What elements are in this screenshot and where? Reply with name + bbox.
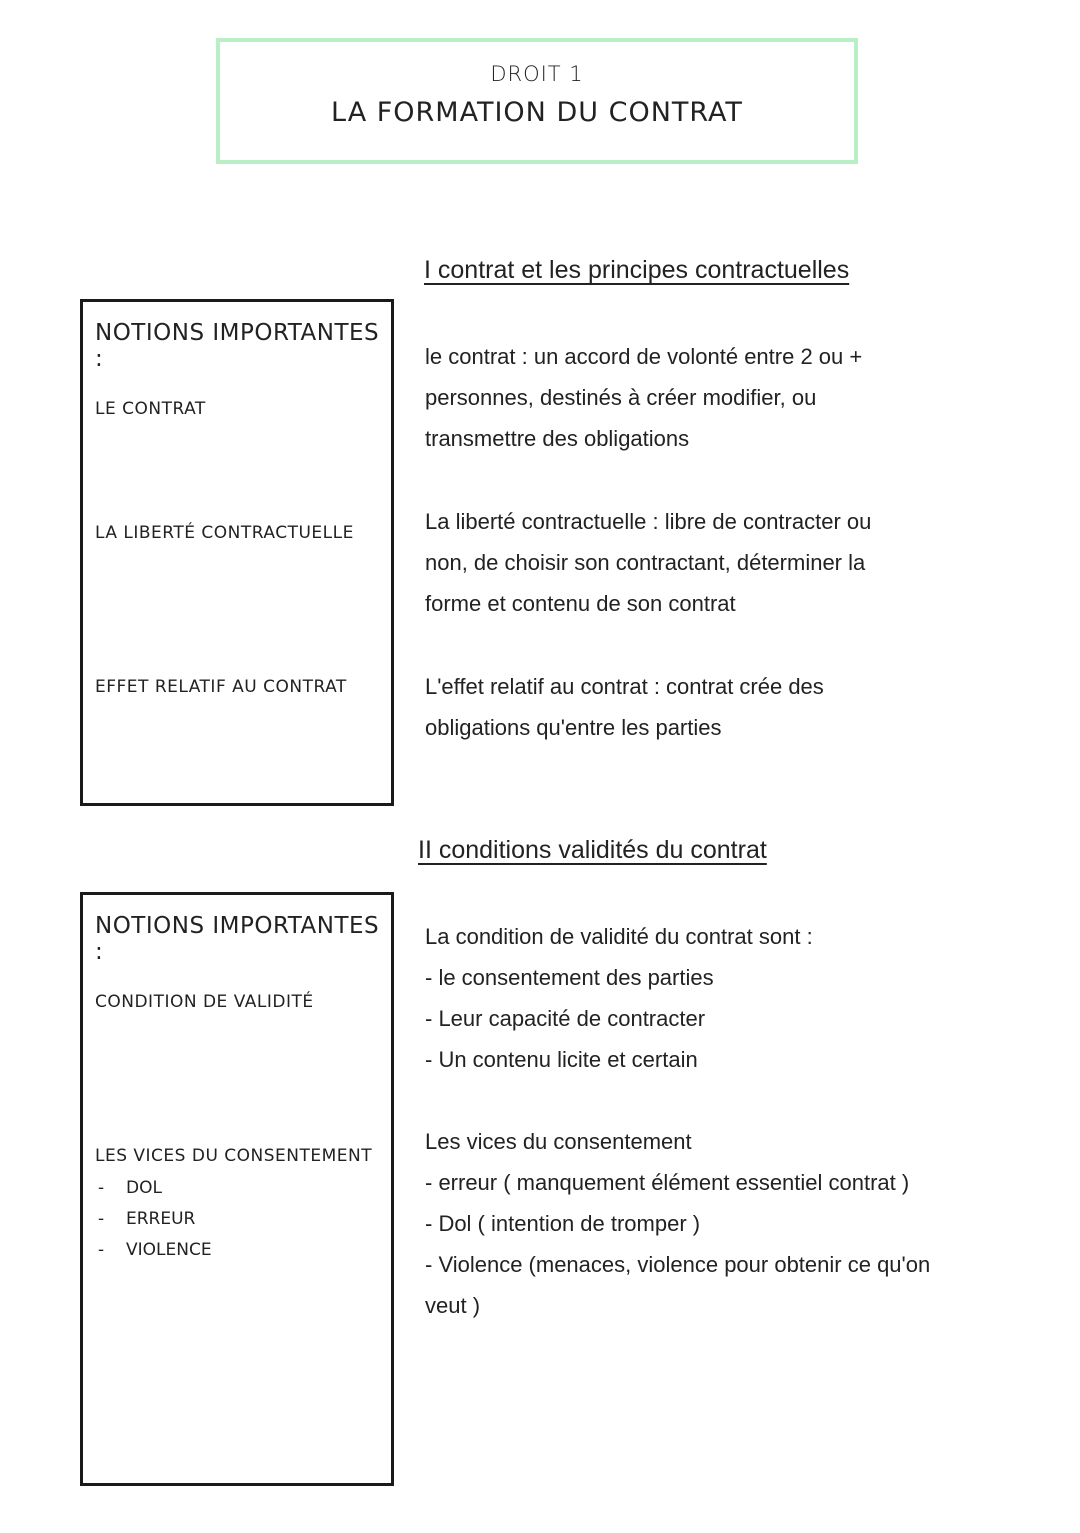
- page-title: LA FORMATION DU CONTRAT: [331, 97, 743, 128]
- notions-title: NOTIONS IMPORTANTES :: [95, 913, 380, 965]
- paragraph-vices: [425, 1121, 1010, 1326]
- section-1-heading: I contrat et les principes contractuelles: [424, 256, 850, 284]
- text-line: transmettre des obligations: [425, 426, 690, 451]
- text-line: veut ): [425, 1293, 481, 1318]
- text-line: forme et contenu de son contrat: [425, 591, 736, 616]
- notions-title: NOTIONS IMPORTANTES :: [95, 320, 380, 372]
- text-line: - erreur ( manquement élément essentiel contrat ): [425, 1170, 910, 1195]
- text-line: - Un contenu licite et certain: [425, 1047, 698, 1072]
- notion-term-vices-consentement: LES VICES DU CONSENTEMENT: [95, 1146, 373, 1166]
- paragraph-conditions: [425, 916, 1010, 1080]
- paragraph-contrat: [425, 336, 1010, 459]
- notion-term-effet-relatif: EFFET RELATIF AU CONTRAT: [95, 677, 347, 697]
- subject-label: DROIT 1: [490, 62, 584, 86]
- vices-list: [95, 1173, 212, 1266]
- text-line: non, de choisir son contractant, déterminer la: [425, 550, 866, 575]
- text-line: - Dol ( intention de tromper ): [425, 1211, 701, 1236]
- notion-term-liberte: LA LIBERTÉ CONTRACTUELLE: [95, 523, 354, 543]
- section-2-heading: II conditions validités du contrat: [418, 836, 767, 864]
- notions-box-section-1: [80, 299, 394, 806]
- text-line: obligations qu'entre les parties: [425, 715, 722, 740]
- list-item: - ERREUR: [95, 1204, 212, 1235]
- text-line: L'effet relatif au contrat : contrat crée des: [425, 674, 824, 699]
- text-line: La liberté contractuelle : libre de contracter ou: [425, 509, 872, 534]
- paragraph-liberte: [425, 501, 1010, 624]
- notion-term-condition-validite: CONDITION DE VALIDITÉ: [95, 992, 314, 1012]
- text-line: le contrat : un accord de volonté entre 2 ou +: [425, 344, 863, 369]
- list-item: - DOL: [95, 1173, 212, 1204]
- text-line: Les vices du consentement: [425, 1129, 692, 1154]
- text-line: La condition de validité du contrat sont :: [425, 924, 813, 949]
- notions-box-section-2: [80, 892, 394, 1486]
- title-box: [216, 38, 858, 164]
- text-line: - le consentement des parties: [425, 965, 714, 990]
- text-line: - Leur capacité de contracter: [425, 1006, 706, 1031]
- notion-term-contrat: LE CONTRAT: [95, 399, 206, 419]
- text-line: - Violence (menaces, violence pour obtenir ce qu'on: [425, 1252, 931, 1277]
- paragraph-effet-relatif: [425, 666, 1010, 748]
- list-item: - VIOLENCE: [95, 1235, 212, 1266]
- text-line: personnes, destinés à créer modifier, ou: [425, 385, 817, 410]
